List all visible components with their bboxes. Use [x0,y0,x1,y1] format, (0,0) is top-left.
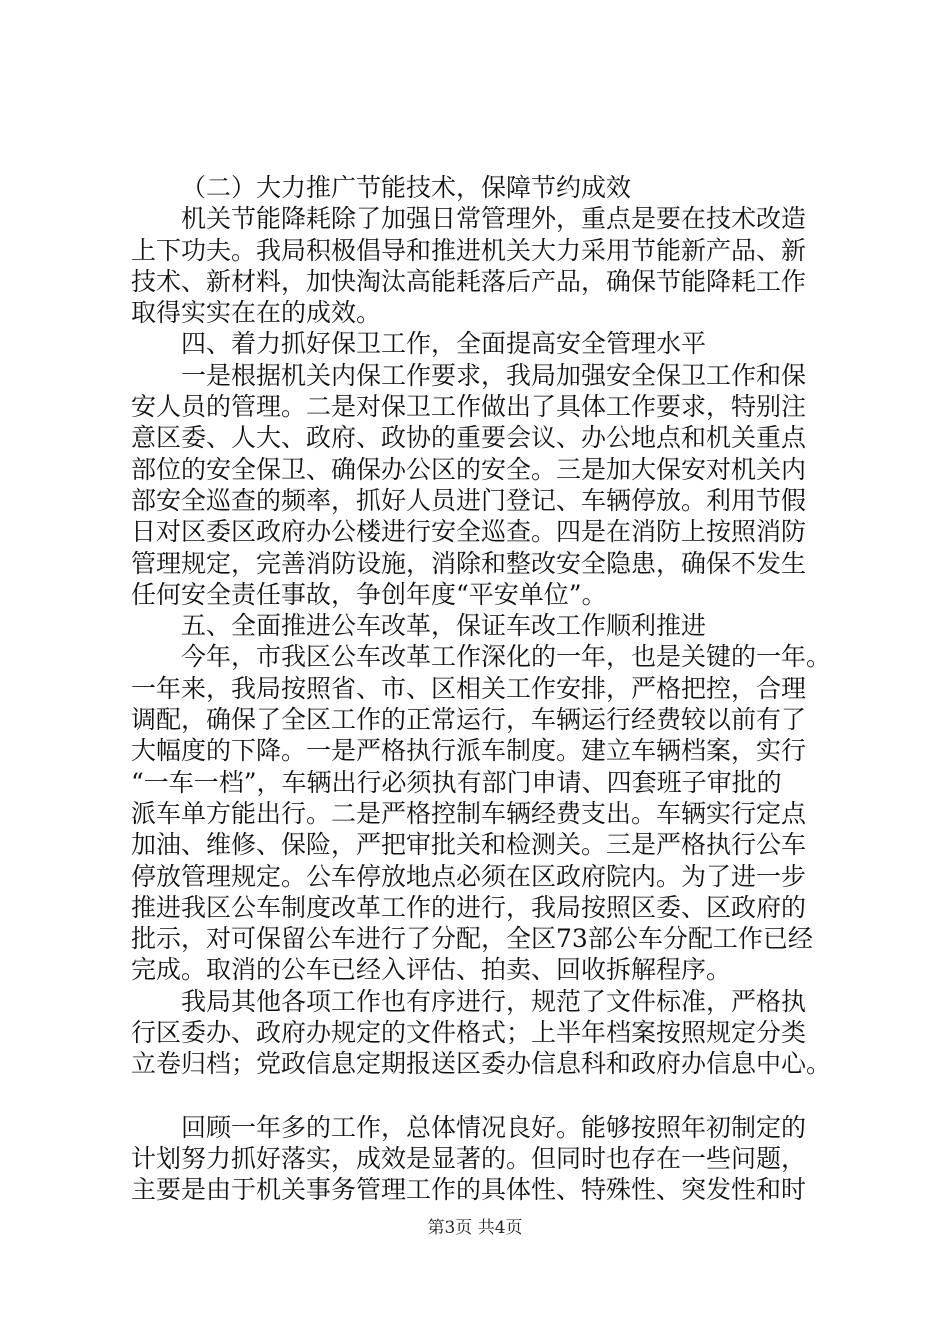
paragraph-line: 立卷归档；党政信息定期报送区委办信息科和政府办信息中心。 [131,1049,832,1079]
section-heading: 五、全面推进公车改革，保证车改工作顺利推进 [181,611,707,641]
paragraph-line: 安人员的管理。二是对保卫工作做出了具体工作要求，特别注 [131,392,807,422]
paragraph-line: 计划努力抓好落实，成效是显著的。但同时也存在一些问题， [131,1143,807,1173]
paragraph-line: 批示，对可保留公车进行了分配，全区73部公车分配工作已经 [131,924,813,954]
paragraph-line: 一年来，我局按照省、市、区相关工作安排，严格把控，合理 [131,673,807,703]
section-heading: （二）大力推广节能技术，保障节约成效 [181,173,632,202]
document-body [131,172,836,1206]
paragraph-line: 停放管理规定。公车停放地点必须在区政府院内。为了进一步 [131,861,807,891]
paragraph-line: 我局其他各项工作也有序进行，规范了文件标准，严格执 [181,986,807,1016]
paragraph-spacer [131,1080,836,1112]
paragraph-line: 加油、维修、保险，严把审批关和检测关。三是严格执行公车 [131,830,807,860]
paragraph-line: 回顾一年多的工作，总体情况良好。能够按照年初制定的 [181,1112,807,1142]
paragraph-line: 部安全巡查的频率，抓好人员进门登记、车辆停放。利用节假 [131,485,807,515]
paragraph-line: 完成。取消的公车已经入评估、拍卖、回收拆解程序。 [131,955,732,985]
paragraph-line: 今年，市我区公车改革工作深化的一年，也是关键的一年。 [181,642,832,672]
paragraph-line: 主要是由于机关事务管理工作的具体性、特殊性、突发性和时 [131,1175,807,1205]
paragraph-line: 一是根据机关内保工作要求，我局加强安全保卫工作和保 [181,360,807,390]
paragraph-line: 行区委办、政府办规定的文件格式；上半年档案按照规定分类 [131,1018,807,1048]
page-number-footer: 第3页 共4页 [427,1218,523,1238]
paragraph-line: 日对区委区政府办公楼进行安全巡查。四是在消防上按照消防 [131,517,807,547]
paragraph-line: 部位的安全保卫、确保办公区的安全。三是加大保安对机关内 [131,454,807,484]
section-heading: 四、着力抓好保卫工作，全面提高安全管理水平 [181,329,707,359]
paragraph-line: “一车一档”，车辆出行必须执有部门申请、四套班子审批的 [131,767,782,797]
paragraph-line: 机关节能降耗除了加强日常管理外，重点是要在技术改造 [181,204,807,234]
paragraph-line: 派车单方能出行。二是严格控制车辆经费支出。车辆实行定点 [131,798,807,828]
paragraph-line: 推进我区公车制度改革工作的进行，我局按照区委、区政府的 [131,892,807,922]
paragraph-line: 意区委、人大、政府、政协的重要会议、办公地点和机关重点 [131,423,807,453]
paragraph-line: 取得实实在在的成效。 [131,298,382,328]
paragraph-line: 任何安全责任事故，争创年度“平安单位”。 [131,579,607,609]
paragraph-line: 调配，确保了全区工作的正常运行，车辆运行经费较以前有了 [131,705,807,735]
paragraph-line: 技术、新材料，加快淘汰高能耗落后产品，确保节能降耗工作 [131,266,807,296]
paragraph-line: 大幅度的下降。一是严格执行派车制度。建立车辆档案，实行 [131,736,807,766]
paragraph-line: 上下功夫。我局积极倡导和推进机关大力采用节能新产品、新 [131,235,807,265]
paragraph-line: 管理规定，完善消防设施，消除和整改安全隐患，确保不发生 [131,548,807,578]
